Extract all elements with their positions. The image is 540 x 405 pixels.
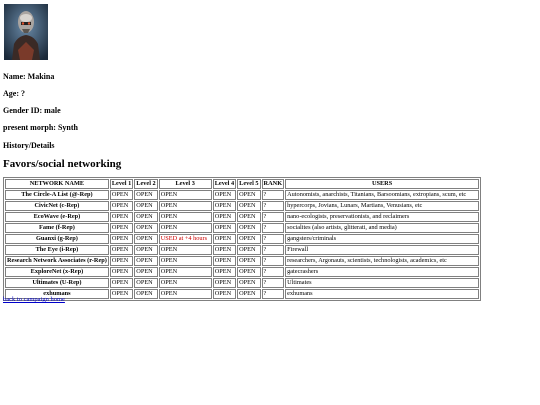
network-name-cell: Guanxi (g-Rep) bbox=[5, 234, 109, 244]
level1-cell: OPEN bbox=[110, 201, 133, 211]
rank-cell: ? bbox=[262, 201, 285, 211]
level2-cell: OPEN bbox=[134, 245, 157, 255]
profile-gender: Gender ID: male bbox=[3, 106, 61, 115]
level5-cell: OPEN bbox=[237, 190, 260, 200]
level5-cell: OPEN bbox=[237, 289, 260, 299]
network-name-cell: exhumans bbox=[5, 289, 109, 299]
network-name-cell: The Eye (i-Rep) bbox=[5, 245, 109, 255]
level2-cell: OPEN bbox=[134, 278, 157, 288]
table-row bbox=[5, 278, 479, 288]
table-row bbox=[5, 256, 479, 266]
level3-cell: OPEN bbox=[159, 223, 212, 233]
users-cell: exhumans bbox=[285, 289, 479, 299]
level4-cell: OPEN bbox=[213, 212, 236, 222]
network-name-cell: The Circle-A List (@-Rep) bbox=[5, 190, 109, 200]
level2-cell: OPEN bbox=[134, 234, 157, 244]
level2-cell: OPEN bbox=[134, 289, 157, 299]
level5-cell: OPEN bbox=[237, 256, 260, 266]
level2-cell: OPEN bbox=[134, 212, 157, 222]
level4-cell: OPEN bbox=[213, 289, 236, 299]
level3-cell: OPEN bbox=[159, 201, 212, 211]
level3-cell: OPEN bbox=[159, 256, 212, 266]
level1-cell: OPEN bbox=[110, 212, 133, 222]
level4-cell: OPEN bbox=[213, 278, 236, 288]
users-cell: socialites (also artists, glitterati, and media) bbox=[285, 223, 479, 233]
table-header-row bbox=[5, 179, 479, 189]
network-name-cell: Ultimates (U-Rep) bbox=[5, 278, 109, 288]
level4-cell: OPEN bbox=[213, 201, 236, 211]
rank-cell: ? bbox=[262, 289, 285, 299]
users-cell: gangsters/criminals bbox=[285, 234, 479, 244]
table-row bbox=[5, 245, 479, 255]
level5-cell: OPEN bbox=[237, 245, 260, 255]
users-cell: Autonomists, anarchists, Titanians, Barsoomians, extropians, scum, etc bbox=[285, 190, 479, 200]
col-header-level5: Level 5 bbox=[239, 180, 259, 187]
table-row bbox=[5, 223, 479, 233]
level3-cell: OPEN bbox=[159, 212, 212, 222]
section-title: Favors/social networking bbox=[3, 158, 122, 170]
level5-cell: OPEN bbox=[237, 278, 260, 288]
level3-cell: OPEN bbox=[159, 245, 212, 255]
col-header-rank: RANK bbox=[263, 180, 283, 187]
level4-cell: OPEN bbox=[213, 267, 236, 277]
level3-cell: OPEN bbox=[159, 289, 212, 299]
table-row bbox=[5, 212, 479, 222]
profile-age: Age: ? bbox=[3, 89, 25, 98]
rank-cell: ? bbox=[262, 267, 285, 277]
col-header-level2: Level 2 bbox=[136, 180, 156, 187]
rank-cell: ? bbox=[262, 223, 285, 233]
level1-cell: OPEN bbox=[110, 234, 133, 244]
table-row bbox=[5, 267, 479, 277]
level1-cell: OPEN bbox=[110, 278, 133, 288]
level1-cell: OPEN bbox=[110, 245, 133, 255]
users-cell: researchers, Argonauts, scientists, technologists, academics, etc bbox=[285, 256, 479, 266]
level5-cell: OPEN bbox=[237, 234, 260, 244]
rank-cell: ? bbox=[262, 245, 285, 255]
users-cell: Firewall bbox=[285, 245, 479, 255]
level1-cell: OPEN bbox=[110, 289, 133, 299]
rank-cell: ? bbox=[262, 234, 285, 244]
network-name-cell: Fame (f-Rep) bbox=[5, 223, 109, 233]
level1-cell: OPEN bbox=[110, 267, 133, 277]
level3-cell: OPEN bbox=[159, 278, 212, 288]
level4-cell: OPEN bbox=[213, 223, 236, 233]
users-cell: Ultimates bbox=[285, 278, 479, 288]
profile-name: Name: Makina bbox=[3, 72, 55, 81]
level3-cell: OPEN bbox=[159, 267, 212, 277]
level2-cell: OPEN bbox=[134, 267, 157, 277]
back-to-campaign-link[interactable]: back to campaign home bbox=[3, 296, 65, 303]
network-name-cell: ExploreNet (x-Rep) bbox=[5, 267, 109, 277]
table-row bbox=[5, 190, 479, 200]
level2-cell: OPEN bbox=[134, 223, 157, 233]
level2-cell: OPEN bbox=[134, 256, 157, 266]
level3-cell: USED at +4 hours bbox=[159, 234, 212, 244]
history-heading: History/Details bbox=[3, 141, 55, 150]
reputation-table bbox=[3, 177, 481, 301]
table-row bbox=[5, 234, 479, 244]
level5-cell: OPEN bbox=[237, 212, 260, 222]
level1-cell: OPEN bbox=[110, 256, 133, 266]
col-header-level1: Level 1 bbox=[111, 180, 132, 187]
users-cell: gatecrashers bbox=[285, 267, 479, 277]
network-name-cell: EcoWave (e-Rep) bbox=[5, 212, 109, 222]
level4-cell: OPEN bbox=[213, 256, 236, 266]
level5-cell: OPEN bbox=[237, 201, 260, 211]
col-header-network-name: NETWORK NAME bbox=[5, 179, 109, 189]
col-header-users: USERS bbox=[285, 179, 479, 189]
profile-morph: present morph: Synth bbox=[3, 123, 78, 132]
level5-cell: OPEN bbox=[237, 223, 260, 233]
rank-cell: ? bbox=[262, 190, 285, 200]
table-row bbox=[5, 201, 479, 211]
table-row bbox=[5, 289, 479, 299]
rank-cell: ? bbox=[262, 212, 285, 222]
level4-cell: OPEN bbox=[213, 234, 236, 244]
level1-cell: OPEN bbox=[110, 190, 133, 200]
level4-cell: OPEN bbox=[213, 245, 236, 255]
users-cell: hypercorps, Jovians, Lunars, Martians, Venusians, etc bbox=[285, 201, 479, 211]
users-cell: nano-ecologists, preservationists, and reclaimers bbox=[285, 212, 479, 222]
level3-cell: OPEN bbox=[159, 190, 212, 200]
level4-cell: OPEN bbox=[213, 190, 236, 200]
level2-cell: OPEN bbox=[134, 201, 157, 211]
network-name-cell: CivicNet (c-Rep) bbox=[5, 201, 109, 211]
level1-cell: OPEN bbox=[110, 223, 133, 233]
character-portrait bbox=[4, 4, 48, 60]
level2-cell: OPEN bbox=[134, 190, 157, 200]
col-header-level3: Level 3 bbox=[159, 179, 212, 189]
level5-cell: OPEN bbox=[237, 267, 260, 277]
rank-cell: ? bbox=[262, 256, 285, 266]
rank-cell: ? bbox=[262, 278, 285, 288]
col-header-level4: Level 4 bbox=[214, 180, 235, 187]
network-name-cell: Research Network Associates (r-Rep) bbox=[7, 257, 107, 264]
